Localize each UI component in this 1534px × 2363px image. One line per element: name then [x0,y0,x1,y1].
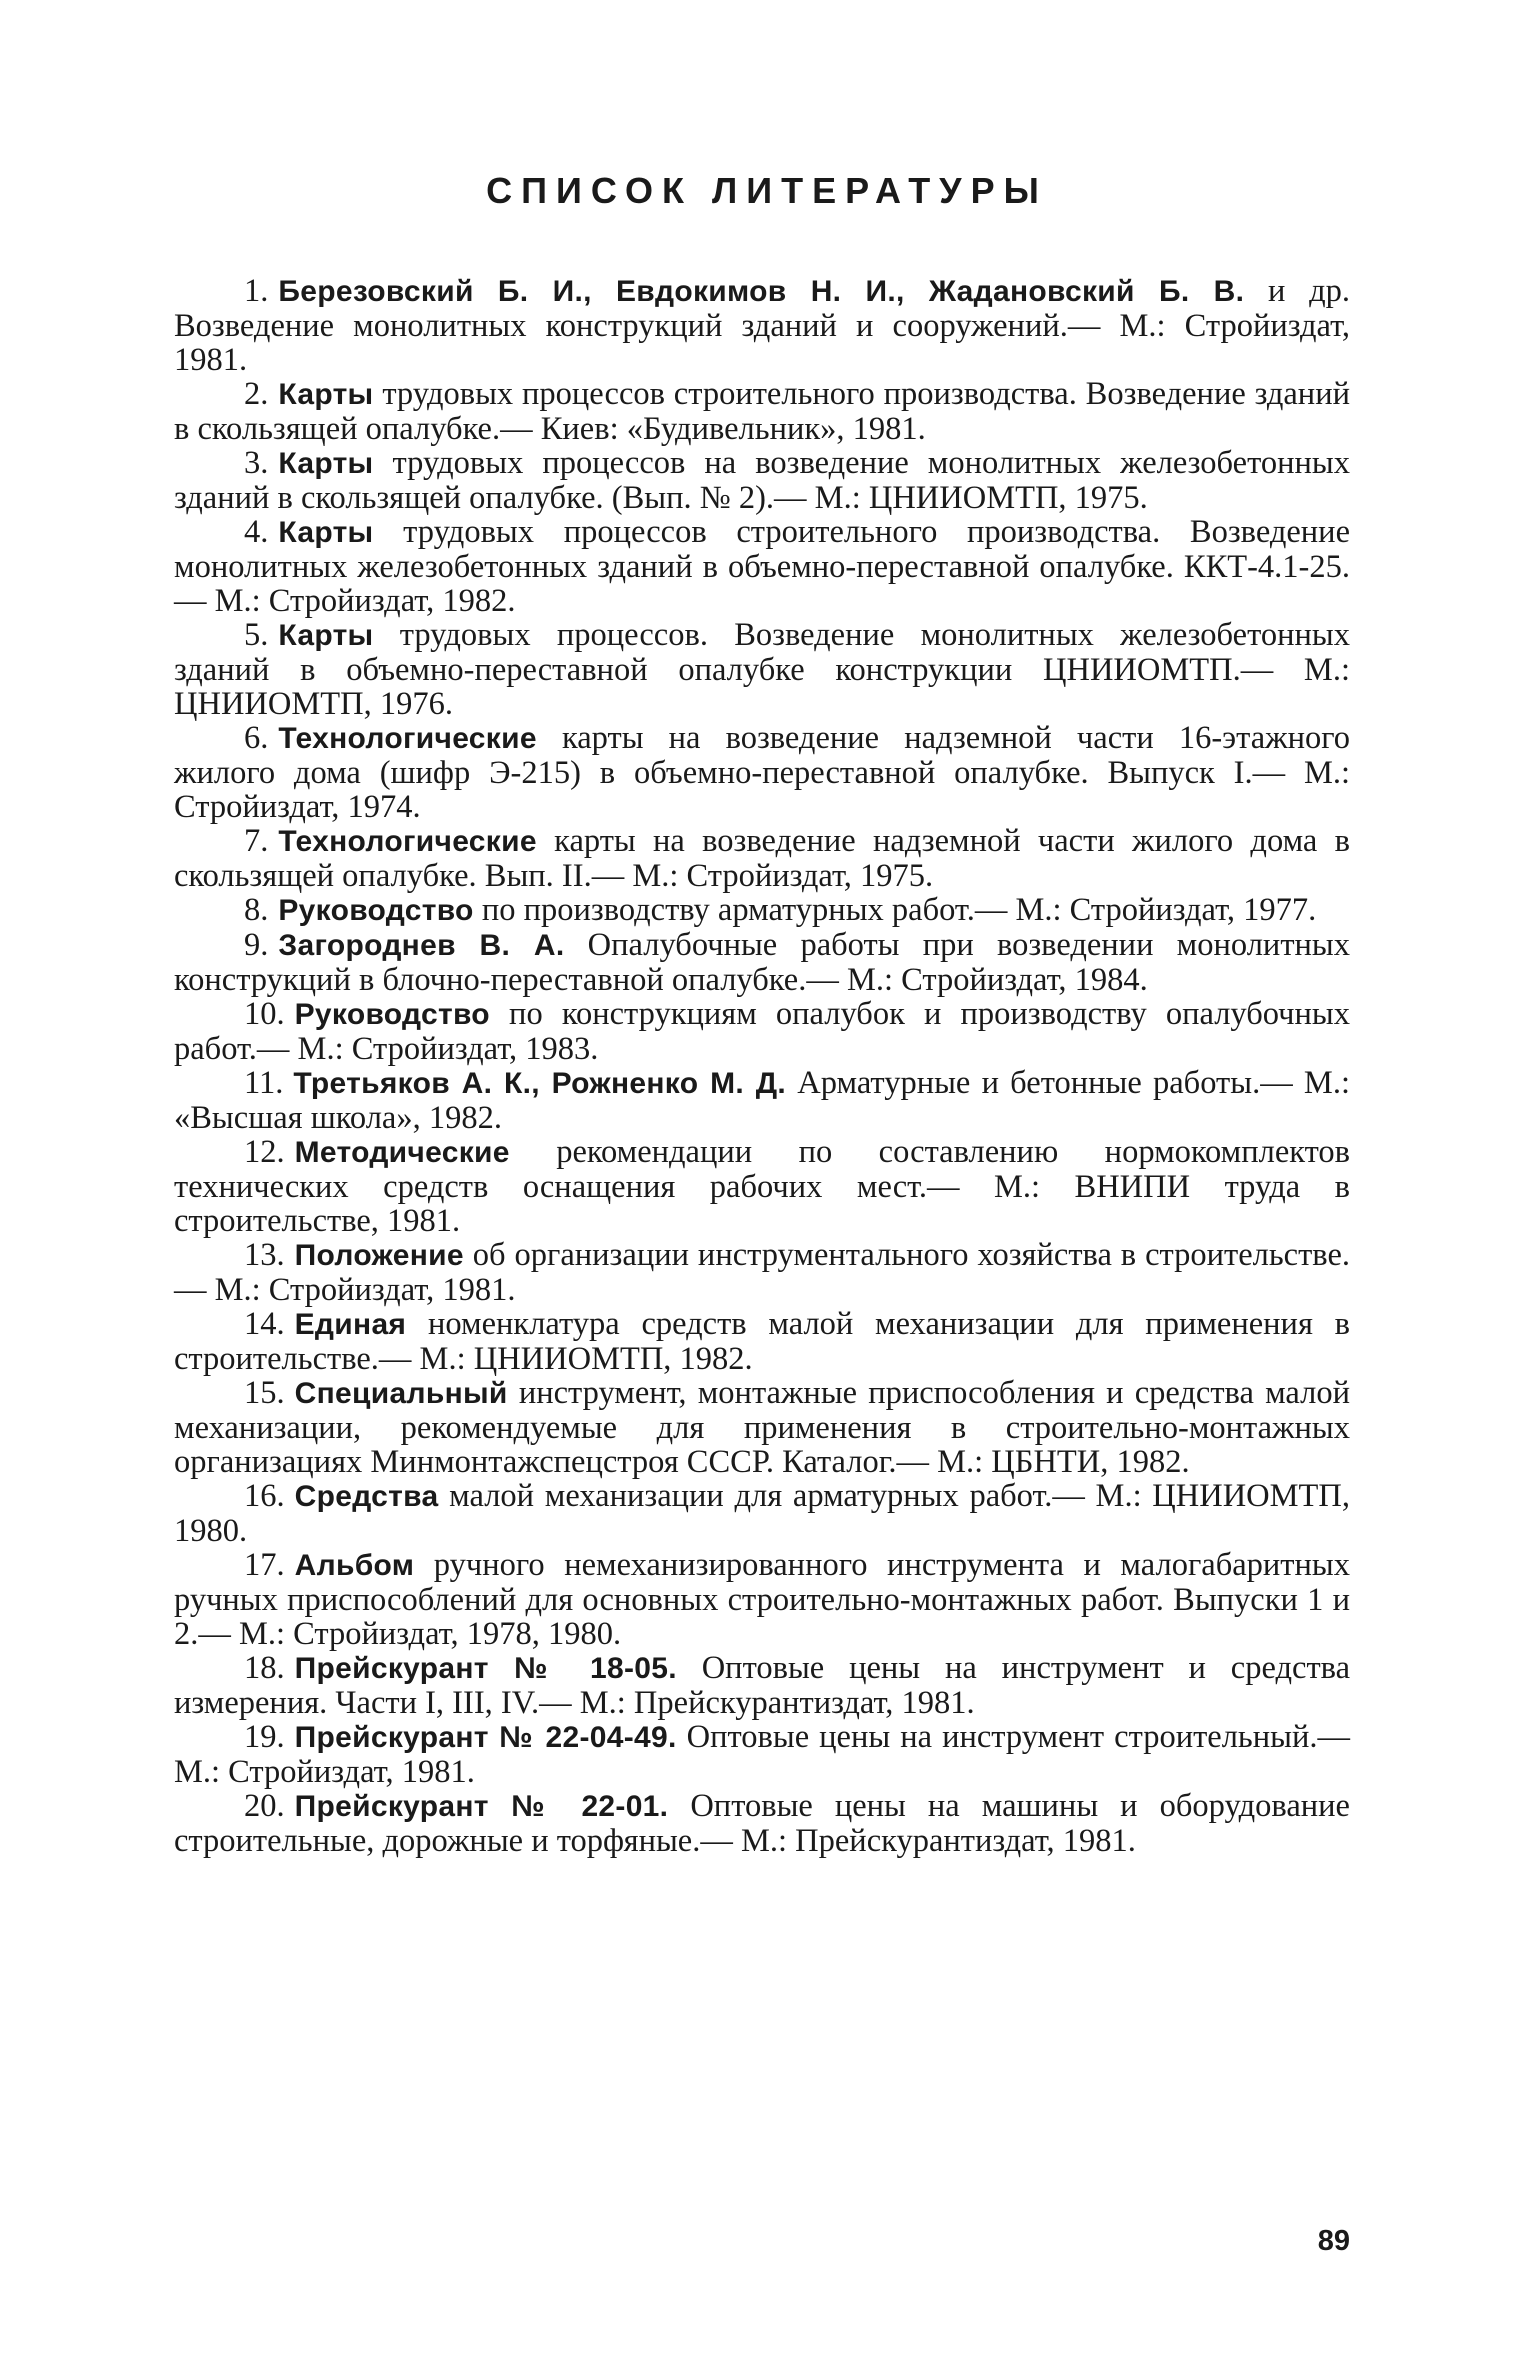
reference-number: 7. [244,823,269,859]
reference-lead: Березовский Б. И., Евдокимов Н. И., Жадановский Б. В. [278,275,1245,308]
reference-lead: Карты [278,619,374,652]
reference-item [174,721,1350,824]
reference-item [174,1376,1350,1479]
reference-item [174,274,1350,377]
reference-text: Арматурные и бетонные работы.— М.: «Высшая школа», 1982. [174,1065,1350,1136]
reference-item [174,1651,1350,1720]
reference-item [174,1238,1350,1307]
reference-lead: Альбом [294,1549,415,1582]
reference-item [174,824,1350,893]
reference-item [174,1066,1350,1135]
reference-lead: Прейскурант № 18-05. [294,1652,677,1685]
reference-text: и др. Возведение монолитных конструкций зданий и сооружений.— М.: Стройиздат, 1981. [174,273,1350,378]
reference-number: 16. [244,1478,285,1514]
reference-number: 17. [244,1547,285,1583]
page-number: 89 [1317,2225,1350,2257]
reference-lead: Третьяков А. К., Рожненко М. Д. [293,1067,787,1100]
reference-item [174,1789,1350,1858]
reference-lead: Специальный [294,1377,508,1410]
reference-text: трудовых процессов строительного производства. Возведение зданий в скользящей опалубке.— Киев: «Будивельник», 1981. [174,376,1350,447]
reference-number: 8. [244,892,269,928]
reference-text: ручного немеханизированного инструмента и малогабаритных ручных приспособлений для основных строительно-монтажных работ. Выпуски 1 и 2.— М.: Стройиздат, 1978, 1980. [174,1547,1350,1652]
reference-lead: Прейскурант № 22-04-49. [294,1721,677,1754]
reference-text: Оптовые цены на инструмент строительный.— М.: Стройиздат, 1981. [174,1719,1350,1790]
reference-item [174,893,1350,928]
reference-number: 6. [244,720,269,756]
reference-text: малой механизации для арматурных работ.— М.: ЦНИИОМТП, 1980. [174,1478,1350,1549]
reference-item [174,1479,1350,1548]
reference-text: трудовых процессов строительного производства. Возведение монолитных железобетонных зданий в объемно-переставной опалубке. ККТ-4.1-25.— М.: Стройиздат, 1982. [174,514,1350,619]
reference-text: Оптовые цены на инструмент и средства измерения. Части I, III, IV.— М.: Прейскурантиздат, 1981. [174,1650,1350,1721]
reference-lead: Карты [278,447,374,480]
reference-item [174,997,1350,1066]
reference-number: 11. [244,1065,284,1101]
reference-number: 9. [244,927,269,963]
reference-lead: Карты [278,378,374,411]
reference-number: 12. [244,1134,285,1170]
reference-number: 3. [244,445,269,481]
reference-lead: Загороднев В. А. [278,929,565,962]
reference-text: карты на возведение надземной части 16-этажного жилого дома (шифр Э-215) в объемно-переставной опалубке. Выпуск I.— М.: Стройиздат, 1974. [174,720,1350,825]
reference-number: 5. [244,617,269,653]
reference-item [174,1720,1350,1789]
reference-item [174,377,1350,446]
reference-item [174,446,1350,515]
reference-number: 20. [244,1788,285,1824]
reference-text: трудовых процессов на возведение монолитных железобетонных зданий в скользящей опалубке. (Вып. № 2).— М.: ЦНИИОМТП, 1975. [174,445,1350,516]
reference-lead: Технологические [278,722,537,755]
reference-number: 14. [244,1306,285,1342]
reference-text: рекомендации по составлению нормокомплектов технических средств оснащения рабочих мест.— М.: ВНИПИ труда в строительстве, 1981. [174,1134,1350,1239]
reference-lead: Методические [294,1136,510,1169]
reference-item [174,618,1350,721]
reference-text: об организации инструментального хозяйства в строительстве.— М.: Стройиздат, 1981. [174,1237,1350,1308]
reference-lead: Технологические [278,825,537,858]
reference-lead: Карты [278,516,374,549]
reference-item [174,1307,1350,1376]
reference-number: 13. [244,1237,285,1273]
reference-lead: Прейскурант № 22-01. [294,1790,669,1823]
reference-number: 2. [244,376,269,412]
reference-lead: Средства [294,1480,439,1513]
reference-list [174,274,1350,1858]
reference-lead: Руководство [294,998,490,1031]
reference-text: Оптовые цены на машины и оборудование строительные, дорожные и торфяные.— М.: Прейскурантиздат, 1981. [174,1788,1350,1859]
reference-number: 10. [244,996,285,1032]
reference-item [174,1135,1350,1238]
reference-text: инструмент, монтажные приспособления и средства малой механизации, рекомендуемые для применения в строительно-монтажных организациях Минмонтажспецстроя СССР. Каталог.— М.: ЦБНТИ, 1982. [174,1375,1350,1480]
reference-lead: Положение [294,1239,464,1272]
reference-text: по конструкциям опалубок и производству опалубочных работ.— М.: Стройиздат, 1983. [174,996,1350,1067]
reference-text: Опалубочные работы при возведении монолитных конструкций в блочно-переставной опалубке.— М.: Стройиздат, 1984. [174,927,1350,998]
reference-lead: Единая [294,1308,407,1341]
reference-number: 1. [244,273,269,309]
reference-text: номенклатура средств малой механизации для применения в строительстве.— М.: ЦНИИОМТП, 1982. [174,1306,1350,1377]
reference-item [174,515,1350,618]
reference-item [174,928,1350,997]
reference-lead: Руководство [278,894,474,927]
reference-number: 19. [244,1719,285,1755]
reference-number: 4. [244,514,269,550]
page-title: СПИСОК ЛИТЕРАТУРЫ [486,170,1048,211]
reference-text: по производству арматурных работ.— М.: Стройиздат, 1977. [473,892,1317,928]
reference-item [174,1548,1350,1651]
reference-number: 15. [244,1375,285,1411]
reference-number: 18. [244,1650,285,1686]
reference-text: карты на возведение надземной части жилого дома в скользящей опалубке. Вып. II.— М.: Стройиздат, 1975. [174,823,1350,894]
reference-text: трудовых процессов. Возведение монолитных железобетонных зданий в объемно-переставной опалубке конструкции ЦНИИОМТП.— М.: ЦНИИОМТП, 1976. [174,617,1350,722]
